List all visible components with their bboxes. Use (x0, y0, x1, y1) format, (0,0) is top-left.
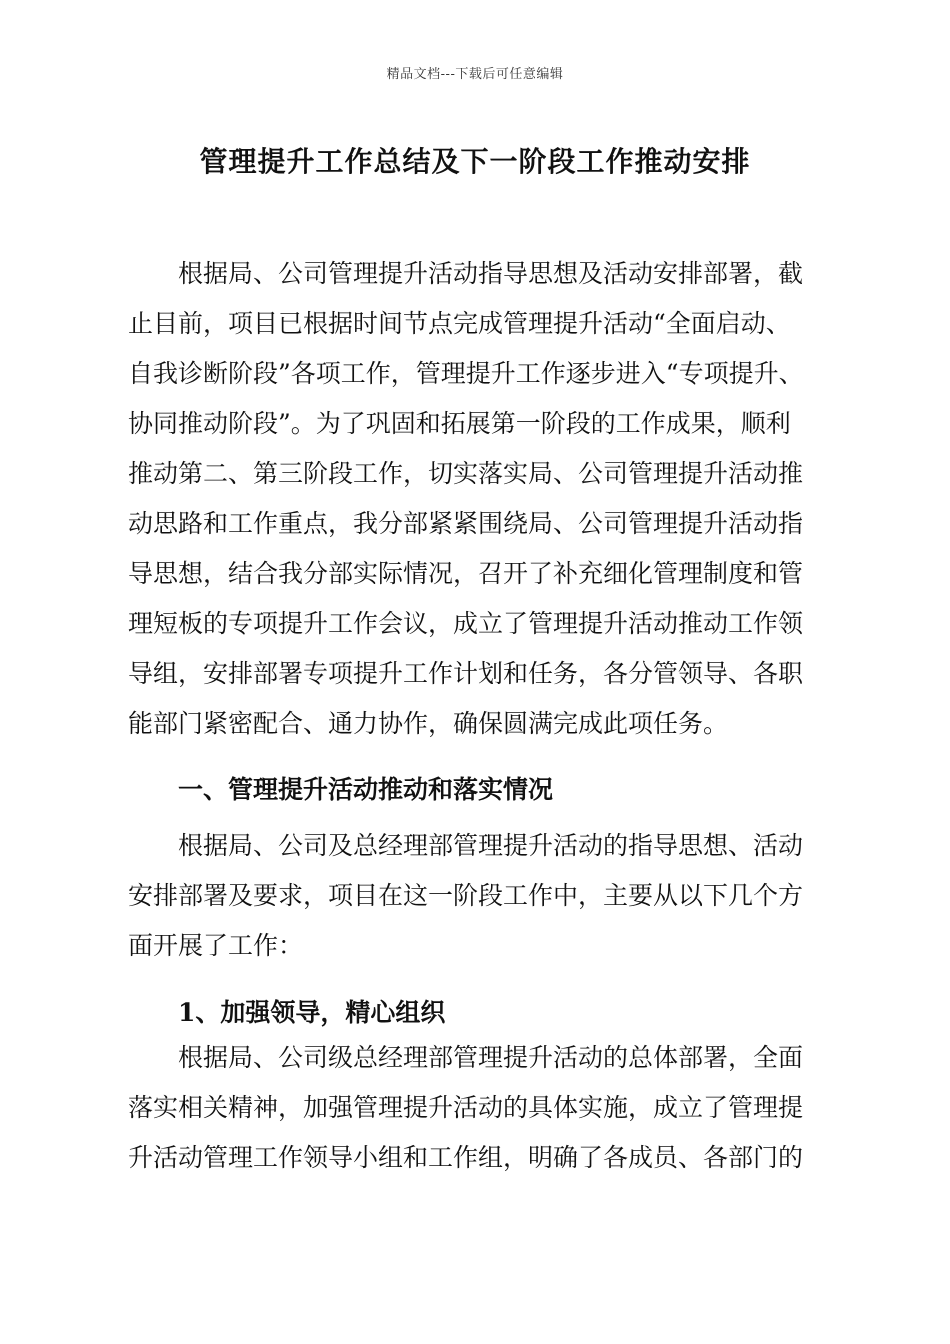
paragraph-line: 动思路和工作重点，我分部紧紧围绕局、公司管理提升活动指 (128, 509, 804, 538)
paragraph-line: 根据局、公司级总经理部管理提升活动的总体部署，全面 (178, 1043, 804, 1072)
paragraph-line: 理短板的专项提升工作会议，成立了管理提升活动推动工作领 (128, 609, 804, 638)
paragraph-line: 根据局、公司管理提升活动指导思想及活动安排部署，截 (178, 259, 804, 288)
paragraph-line: 面开展了工作： (128, 931, 304, 960)
paragraph-line: 升活动管理工作领导小组和工作组，明确了各成员、各部门的 (128, 1143, 804, 1172)
document-title: 管理提升工作总结及下一阶段工作推动安排 (199, 145, 751, 178)
paragraph-line: 止目前，项目已根据时间节点完成管理提升活动“全面启动、 (128, 309, 791, 338)
paragraph-line: 自我诊断阶段”各项工作，管理提升工作逐步进入“专项提升、 (128, 359, 804, 388)
section-heading: 一、管理提升活动推动和落实情况 (178, 775, 554, 804)
header-note: 精品文档---下载后可任意编辑 (386, 67, 564, 82)
paragraph-line: 导思想，结合我分部实际情况，召开了补充细化管理制度和管 (128, 559, 804, 588)
subsection-heading: 1、加强领导，精心组织 (178, 998, 446, 1027)
paragraph-line: 安排部署及要求，项目在这一阶段工作中，主要从以下几个方 (128, 881, 804, 910)
paragraph-3 (128, 1033, 828, 1183)
paragraph-line: 推动第二、第三阶段工作，切实落实局、公司管理提升活动推 (128, 459, 804, 488)
paragraph-2 (128, 821, 828, 971)
paragraph-line: 导组，安排部署专项提升工作计划和任务，各分管领导、各职 (128, 659, 804, 688)
paragraph-line: 根据局、公司及总经理部管理提升活动的指导思想、活动 (178, 831, 804, 860)
paragraph-line: 能部门紧密配合、通力协作，确保圆满完成此项任务。 (128, 709, 729, 738)
paragraph-1 (128, 249, 828, 749)
paragraph-line: 落实相关精神，加强管理提升活动的具体实施，成立了管理提 (128, 1093, 804, 1122)
paragraph-line: 协同推动阶段”。为了巩固和拓展第一阶段的工作成果，顺利 (128, 409, 791, 438)
